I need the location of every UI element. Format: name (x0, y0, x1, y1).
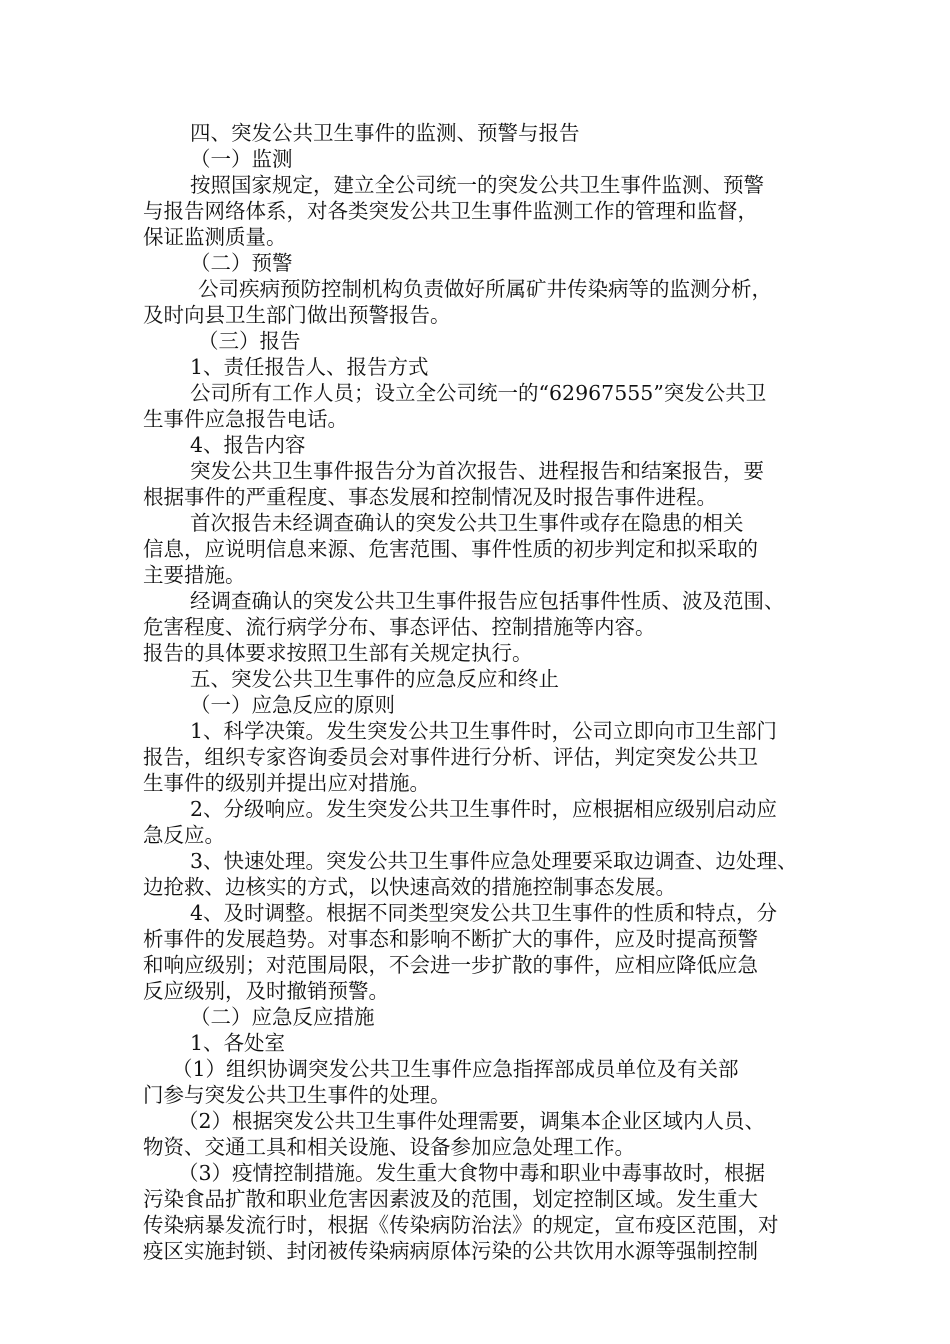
paragraph-line: 根据事件的严重程度、事态发展和控制情况及时报告事件进程。 (143, 485, 717, 509)
paragraph-line: 4、及时调整。根据不同类型突发公共卫生事件的性质和特点，分 (190, 901, 778, 925)
paragraph-line: 门参与突发公共卫生事件的处理。 (143, 1083, 451, 1107)
paragraph-line: 反应级别，及时撤销预警。 (143, 979, 389, 1003)
paragraph-line: 疫区实施封锁、封闭被传染病病原体污染的公共饮用水源等强制控制 (143, 1239, 758, 1263)
section-heading: 五、突发公共卫生事件的应急反应和终止 (190, 667, 559, 691)
subsection-heading: （二）预警 (190, 251, 293, 275)
document-body (0, 120, 950, 1264)
paragraph-line: 传染病暴发流行时，根据《传染病防治法》的规定，宣布疫区范围，对 (143, 1213, 779, 1237)
paragraph-line: 2、分级响应。发生突发公共卫生事件时，应根据相应级别启动应 (190, 797, 778, 821)
paragraph-line: 析事件的发展趋势。对事态和影响不断扩大的事件，应及时提高预警 (143, 927, 758, 951)
paragraph-line: 首次报告未经调查确认的突发公共卫生事件或存在隐患的相关 (190, 511, 744, 535)
paragraph-line: 危害程度、流行病学分布、事态评估、控制措施等内容。 (143, 615, 656, 639)
paragraph-line: 与报告网络体系，对各类突发公共卫生事件监测工作的管理和监督， (143, 199, 758, 223)
paragraph-line: （2）根据突发公共卫生事件处理需要，调集本企业区域内人员、 (178, 1109, 766, 1133)
paragraph-line: 公司所有工作人员；设立全公司统一的“62967555”突发公共卫 (190, 381, 767, 405)
paragraph-line: 急反应。 (143, 823, 225, 847)
paragraph-line: 1、科学决策。发生突发公共卫生事件时，公司立即向市卫生部门 (190, 719, 778, 743)
paragraph-line: 报告，组织专家咨询委员会对事件进行分析、评估，判定突发公共卫 (143, 745, 758, 769)
paragraph-line: 生事件的级别并提出应对措施。 (143, 771, 430, 795)
item-heading: 4、报告内容 (190, 433, 306, 457)
paragraph-line: 主要措施。 (143, 563, 246, 587)
paragraph-line: 3、快速处理。突发公共卫生事件应急处理要采取边调查、边处理、 (190, 849, 798, 873)
item-heading: 1、各处室 (190, 1031, 286, 1055)
paragraph-line: 和响应级别；对范围局限，不会进一步扩散的事件，应相应降低应急 (143, 953, 758, 977)
paragraph-line: （1）组织协调突发公共卫生事件应急指挥部成员单位及有关部 (172, 1057, 739, 1081)
paragraph-line: 污染食品扩散和职业危害因素波及的范围，划定控制区域。发生重大 (143, 1187, 758, 1211)
subsection-heading: （一）监测 (190, 147, 293, 171)
paragraph-line: 按照国家规定，建立全公司统一的突发公共卫生事件监测、预警 (190, 173, 764, 197)
paragraph-line: 报告的具体要求按照卫生部有关规定执行。 (143, 641, 533, 665)
subsection-heading: （二）应急反应措施 (190, 1005, 375, 1029)
paragraph-line: 公司疾病预防控制机构负责做好所属矿井传染病等的监测分析， (198, 277, 772, 301)
paragraph-line: 物资、交通工具和相关设施、设备参加应急处理工作。 (143, 1135, 635, 1159)
paragraph-line: 边抢救、边核实的方式，以快速高效的措施控制事态发展。 (143, 875, 676, 899)
section-heading: 四、突发公共卫生事件的监测、预警与报告 (190, 121, 580, 145)
paragraph-line: 信息，应说明信息来源、危害范围、事件性质的初步判定和拟采取的 (143, 537, 758, 561)
paragraph-line: 突发公共卫生事件报告分为首次报告、进程报告和结案报告，要 (190, 459, 764, 483)
paragraph-line: 生事件应急报告电话。 (143, 407, 348, 431)
item-heading: 1、责任报告人、报告方式 (190, 355, 429, 379)
paragraph-line: 经调查确认的突发公共卫生事件报告应包括事件性质、波及范围、 (190, 589, 785, 613)
paragraph-line: 及时向县卫生部门做出预警报告。 (143, 303, 451, 327)
subsection-heading: （三）报告 (198, 329, 301, 353)
subsection-heading: （一）应急反应的原则 (190, 693, 395, 717)
paragraph-line: 保证监测质量。 (143, 225, 287, 249)
paragraph-line: （3）疫情控制措施。发生重大食物中毒和职业中毒事故时，根据 (178, 1161, 766, 1185)
